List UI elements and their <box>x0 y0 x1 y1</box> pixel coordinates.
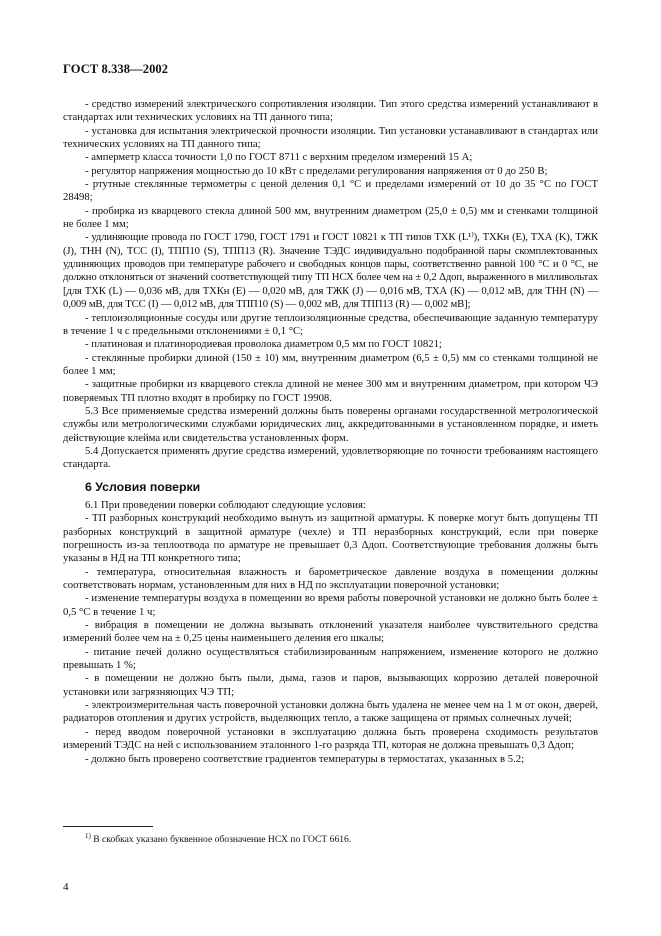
paragraph: - средство измерений электрического сопротивления изоляции. Тип этого средства измерений устанавливают в стандартах или технических условиях на ТП данного типа; <box>63 98 598 124</box>
paragraph: - ТП разборных конструкций необходимо вынуть из защитной арматуры. К поверке могут быть допущены ТП разборных конструкций в защитной арматуре (чехле) и ТП неразборных конструкций, если при поверке погрешность из-за теплоотвода по арматуре не превышает 0,3 Δдоп. Соответствующие требования должны быть указаны в НД на ТП конкретного типа; <box>63 512 598 565</box>
document-header: ГОСТ 8.338—2002 <box>63 62 169 76</box>
paragraph: - ртутные стеклянные термометры с ценой деления 0,1 °С и пределами измерений от 10 до 35 °С по ГОСТ 28498; <box>63 178 598 204</box>
paragraph: - в помещении не должно быть пыли, дыма, газов и паров, вызывающих коррозию деталей поверочной установки или загрязняющих ЧЭ ТП; <box>63 672 598 698</box>
paragraph: 6.1 При проведении поверки соблюдают следующие условия: <box>85 498 366 511</box>
footnote <box>85 830 595 846</box>
paragraph: - вибрация в помещении не должна вызывать отклонений указателя наиболее чувствительного средства измерений более чем на ± 0,25 цены наименьшего деления его шкалы; <box>63 619 598 645</box>
section-heading: 6 Условия поверки <box>85 479 201 494</box>
paragraph: 5.4 Допускается применять другие средства измерений, удовлетворяющие по точности требованиям настоящего стандарта. <box>63 444 598 471</box>
paragraph: - теплоизоляционные сосуды или другие теплоизоляционные средства, обеспечивающие заданную температуру в течение 1 ч с предельными отклонениями ± 0,1 °С; <box>63 311 598 337</box>
paragraph: - температура, относительная влажность и барометрическое давление воздуха в помещении должны соответствовать нормам, установленным для них в НД по эксплуатации поверочной установки; <box>63 565 598 592</box>
paragraph: - питание печей должно осуществляться стабилизированным напряжением, изменение которого не должно превышать 1 %; <box>63 645 598 672</box>
paragraph: - электроизмерительная часть поверочной установки должна быть удалена не менее чем на 1 м от окон, дверей, радиаторов отопления и других устройств, выделяющих тепло, а также защищена от прямых солнечных лучей; <box>63 699 598 725</box>
paragraph: - регулятор напряжения мощностью до 10 кВт с пределами регулирования напряжения от 0 до 250 В; <box>85 164 548 177</box>
paragraph: - установка для испытания электрической прочности изоляции. Тип установки устанавливают в стандартах или технических условиях на ТП данного типа; <box>63 124 598 151</box>
footnote-marker: 1) <box>85 832 91 840</box>
footnote-divider <box>63 826 153 827</box>
paragraph: - должно быть проверено соответствие градиентов температуры в термостатах, указанных в 5.2; <box>85 752 525 765</box>
paragraph: - удлиняющие провода по ГОСТ 1790, ГОСТ 1791 и ГОСТ 10821 к ТП типов ТХК (L¹⁾), ТХКн (E), ТХА (K), ТЖК (J), ТНН (N), ТСС (I), ТПП10 (S), ТПП13 (R). Значение ТЭДС индивидуально подобранной пары скомплектованных удлиняющих проводов при температуре рабочего и свободных концов пары, соответственно равной 100 °С и 0 °С, не должно отклоняться от значений соответствующей типу ТП НСХ более чем на ± 0,2 Δдоп, выраженного в милливольтах [для ТХК (L) — 0,036 мВ, для ТХКн (E) — 0,020 мВ, для ТЖК (J) — 0,016 мВ, ТХА (K) — 0,012 мВ, для ТНН (N) — 0,009 мВ, для ТСС (I) — 0,012 мВ, для ТПП10 (S) — 0,002 мВ, для ТПП13 (R) — 0,002 мВ]; <box>63 231 598 311</box>
paragraph: - стеклянные пробирки длиной (150 ± 10) мм, внутренним диаметром (6,5 ± 0,5) мм со стенками толщиной не более 1 мм; <box>63 351 598 377</box>
paragraph: - защитные пробирки из кварцевого стекла длиной не менее 300 мм и внутренним диаметром, при котором ЧЭ поверяемых ТП плотно входят в пробирку по ГОСТ 19908. <box>63 378 598 404</box>
paragraph: - изменение температуры воздуха в помещении во время работы поверочной установки не должно быть более ± 0,5 °С в течение 1 ч; <box>63 592 598 618</box>
paragraph: - перед вводом поверочной установки в эксплуатацию должна быть проверена сходимость результатов измерений ТЭДС на ней с использованием эталонного 1-го разряда ТП, которая не должна превышать 0,3 Δдоп; <box>63 725 598 752</box>
paragraph: - амперметр класса точности 1,0 по ГОСТ 8711 с верхним пределом измерений 15 А; <box>85 151 473 164</box>
page-number: 4 <box>63 881 69 893</box>
document-body <box>63 98 598 766</box>
paragraph: - пробирка из кварцевого стекла длиной 500 мм, внутренним диаметром (25,0 ± 0,5) мм и стенками толщиной не более 1 мм; <box>63 204 598 231</box>
paragraph: - платиновая и платинородиевая проволока диаметром 0,5 мм по ГОСТ 10821; <box>85 338 442 351</box>
footnote-text: В скобках указано буквенное обозначение НСХ по ГОСТ 6616. <box>93 834 352 846</box>
paragraph: 5.3 Все применяемые средства измерений должны быть поверены органами государственной метрологической службы или метрологическими службами юридических лиц, аккредитованными в установленном порядке, и иметь действующие клейма или свидетельства установленных форм. <box>63 404 598 444</box>
